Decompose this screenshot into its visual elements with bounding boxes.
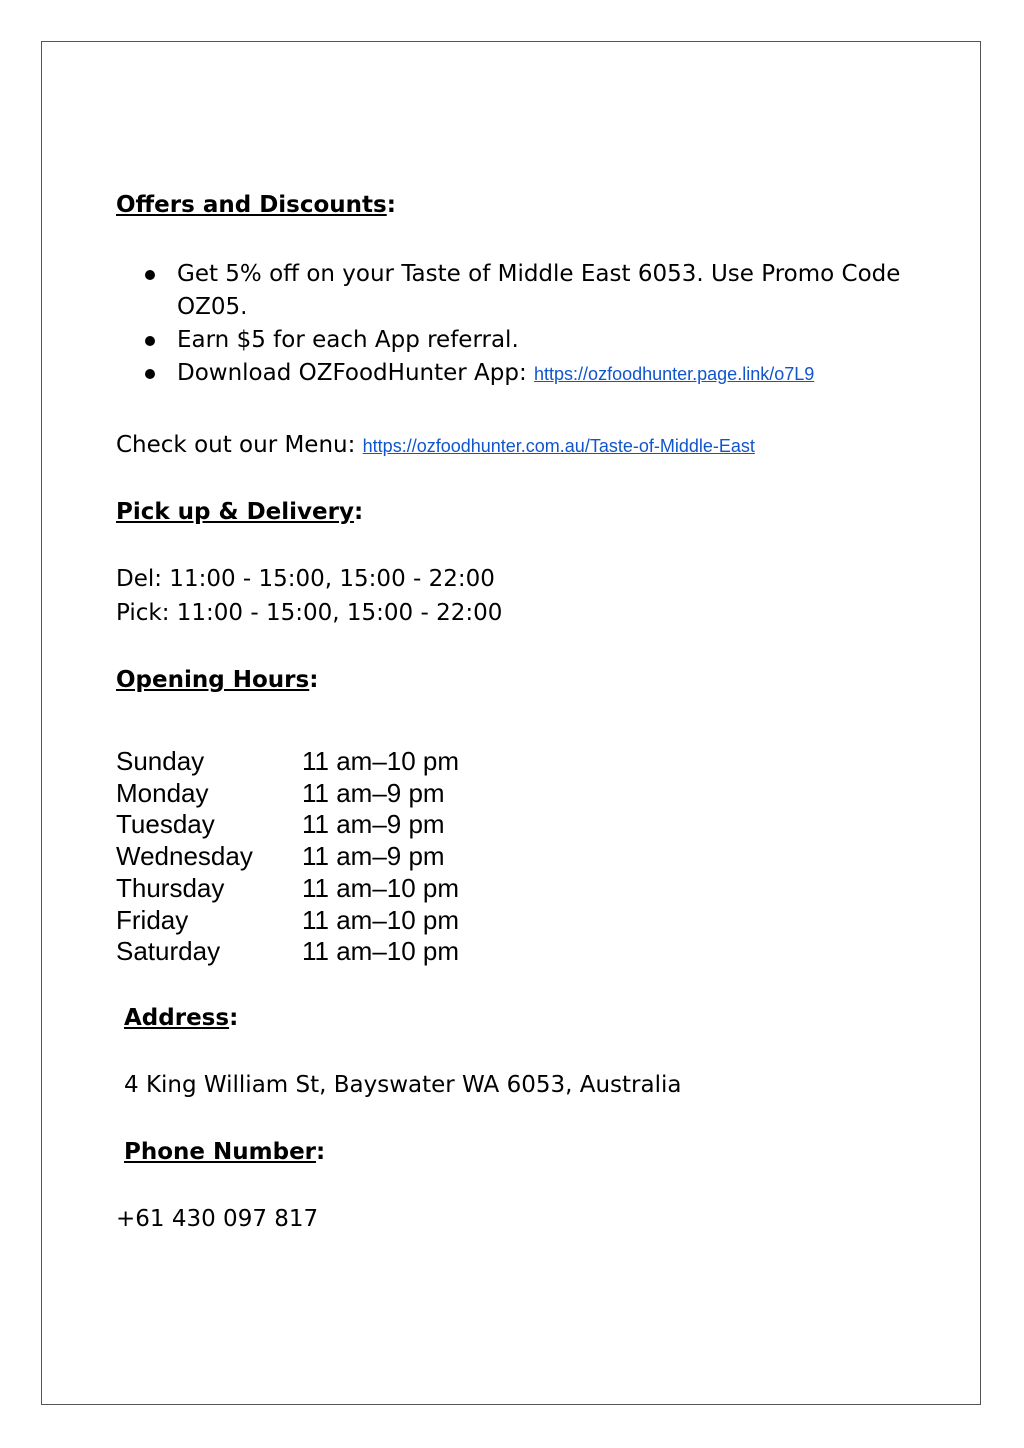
table-row: Thursday 11 am–10 pm: [116, 872, 460, 903]
opening-hours-heading: Opening Hours:: [116, 667, 319, 693]
menu-line: Check out our Menu: https://ozfoodhunter.com.au/Taste-of-Middle-East: [116, 432, 755, 458]
bullet-icon: [145, 369, 155, 379]
table-row: Monday 11 am–9 pm: [116, 777, 445, 808]
table-row: Wednesday 11 am–9 pm: [116, 841, 445, 872]
delivery-hours: Del: 11:00 - 15:00, 15:00 - 22:00: [116, 566, 495, 592]
bullet-icon: [145, 336, 155, 346]
table-row: Sunday 11 am–10 pm: [116, 746, 460, 776]
pickup-heading: Pick up & Delivery:: [116, 499, 364, 525]
app-download-link[interactable]: https://ozfoodhunter.page.link/o7L9: [534, 364, 815, 384]
address-heading: Address:: [124, 1005, 239, 1031]
offers-list: [140, 258, 920, 391]
list-item: Earn $5 for each App referral.: [140, 324, 920, 357]
opening-hours-table: [116, 746, 459, 968]
pickup-hours: Pick: 11:00 - 15:00, 15:00 - 22:00: [116, 600, 503, 626]
page-border: [41, 41, 981, 1405]
phone-heading: Phone Number:: [124, 1139, 326, 1165]
offers-heading: Offers and Discounts:: [116, 192, 396, 218]
phone-value: +61 430 097 817: [116, 1206, 319, 1232]
menu-link[interactable]: https://ozfoodhunter.com.au/Taste-of-Middle-East: [362, 436, 755, 456]
bullet-icon: [145, 270, 155, 280]
list-item: Download OZFoodHunter App: https://ozfoodhunter.page.link/o7L9: [140, 357, 920, 391]
address-value: 4 King William St, Bayswater WA 6053, Australia: [124, 1072, 682, 1098]
table-row: Friday 11 am–10 pm: [116, 904, 460, 935]
table-row: Saturday 11 am–10 pm: [116, 936, 460, 967]
list-item: Get 5% off on your Taste of Middle East 6053. Use Promo Code OZ05.: [140, 258, 920, 324]
table-row: Tuesday 11 am–9 pm: [116, 809, 445, 840]
